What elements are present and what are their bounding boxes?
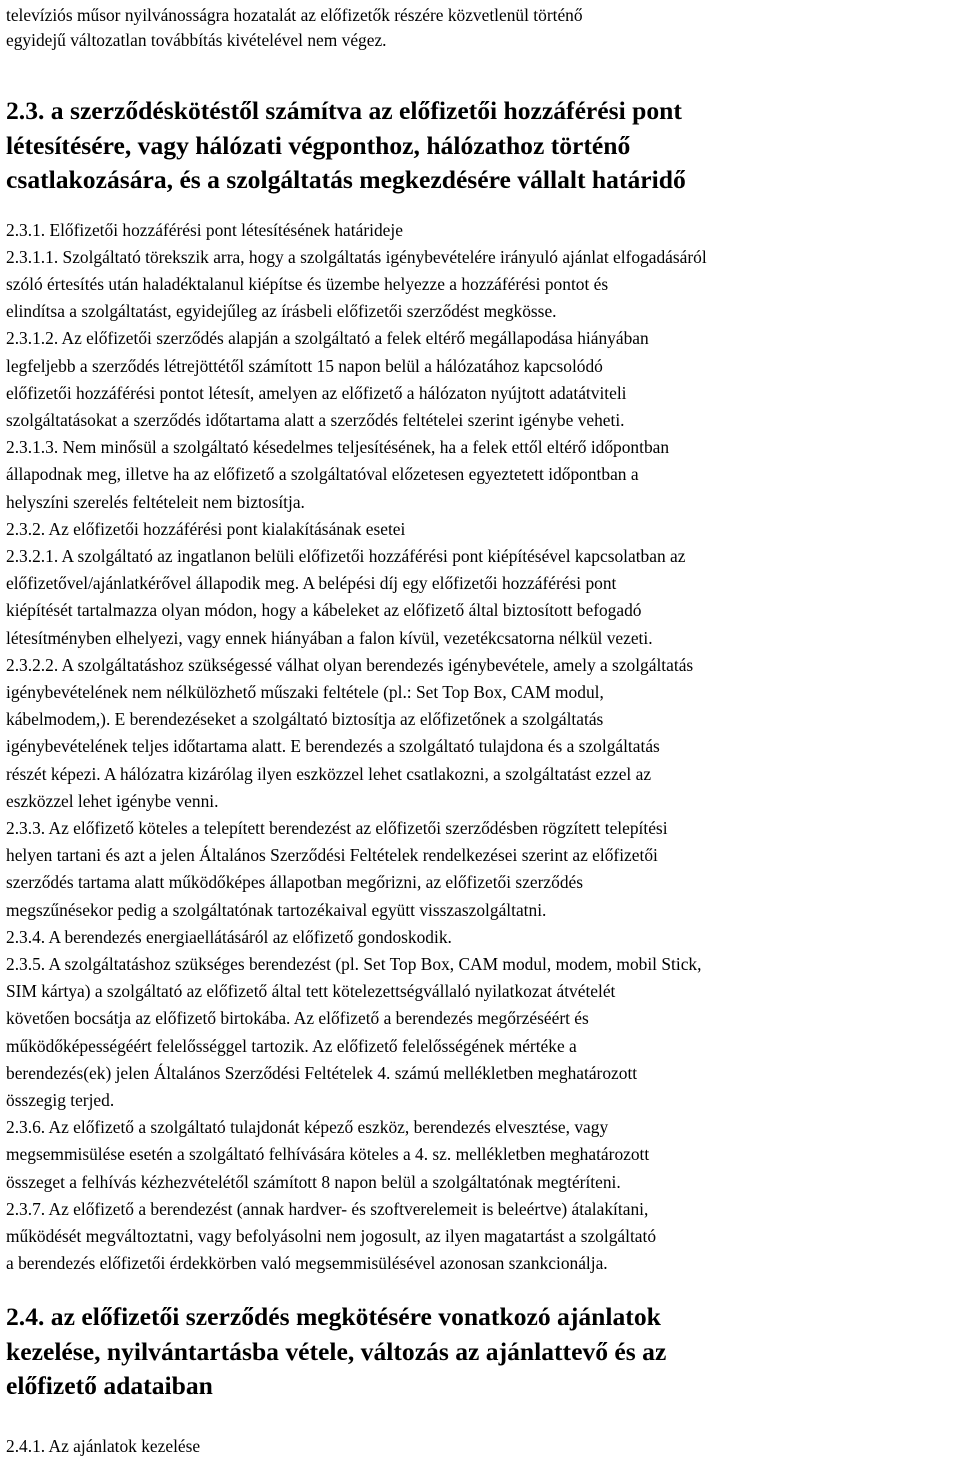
body-line: 2.3.7. Az előfizető a berendezést (annak hardver- és szoftverelemeit is beleértve) átalakítani, bbox=[6, 1198, 649, 1219]
body-line: részét képezi. A hálózatra kizárólag ilyen eszközzel lehet csatlakozni, a szolgáltatást ezzel az bbox=[6, 763, 652, 784]
body-line: igénybevételének nem nélkülözhető műszaki feltétele (pl.: Set Top Box, CAM modul, bbox=[6, 681, 604, 702]
body-line: igénybevételének teljes időtartama alatt. E berendezés a szolgáltató tulajdona és a szolgáltatás bbox=[6, 736, 660, 757]
body-line: 2.3.5. A szolgáltatáshoz szükséges berendezést (pl. Set Top Box, CAM modul, modem, mobil Stick, bbox=[6, 953, 702, 974]
body-line: szolgáltatásokat a szerződés időtartama alatt a szerződés feltételei szerint igénybe veheti. bbox=[6, 409, 625, 430]
body-line: 2.3.1.2. Az előfizetői szerződés alapján a szolgáltató a felek eltérő megállapodása hiányában bbox=[6, 328, 649, 349]
body-line: követően bocsátja az előfizető birtokába. Az előfizető a berendezés megőrzéséért és bbox=[6, 1008, 589, 1029]
body-line: állapodnak meg, illetve ha az előfizető a szolgáltatóval előzetesen egyeztetett időpontban a bbox=[6, 464, 639, 485]
body-line: eszközzel lehet igénybe venni. bbox=[6, 790, 219, 811]
body-line: 2.3.1.1. Szolgáltató törekszik arra, hogy a szolgáltatás igénybevételére irányuló ajánlat elfogadásáról bbox=[6, 246, 707, 267]
body-line: előfizetővel/ajánlatkérővel állapodik meg. A belépési díj egy előfizetői hozzáférési pont bbox=[6, 573, 617, 594]
body-line: 2.3.1.3. Nem minősül a szolgáltató késedelmes teljesítésének, ha a felek ettől eltérő időpontban bbox=[6, 437, 670, 458]
body-line: 2.3.3. Az előfizető köteles a telepített berendezést az előfizetői szerződésben rögzített telepítési bbox=[6, 817, 668, 838]
body-line: 2.3.1. Előfizetői hozzáférési pont létesítésének határideje bbox=[6, 219, 403, 240]
body-line: legfeljebb a szerződés létrejöttétől számított 15 napon belül a hálózatához kapcsolódó bbox=[6, 355, 603, 376]
body-line: megszűnésekor pedig a szolgáltatónak tartozékaival együtt visszaszolgáltatni. bbox=[6, 899, 547, 920]
body-line: összeget a felhívás kézhezvételétől számított 8 napon belül a szolgáltatónak megtéríteni. bbox=[6, 1171, 621, 1192]
section-2-3-body bbox=[6, 217, 952, 1278]
body-line: szerződés tartama alatt működőképes állapotban megőrizni, az előfizetői szerződés bbox=[6, 872, 584, 893]
body-line: 2.3.6. Az előfizető a szolgáltató tulajdonát képező eszköz, berendezés elvesztése, vagy bbox=[6, 1117, 609, 1138]
body-line: szóló értesítés után haladéktalanul kiépítse és üzembe helyezze a hozzáférési pontot és bbox=[6, 273, 609, 294]
intro-paragraph: televíziós műsor nyilvánosságra hozatalát az előfizetők részére közvetlenül történő egyidejű változatlan továbbítás kivételével nem végez. bbox=[6, 5, 583, 50]
section-2-4-heading: 2.4. az előfizetői szerződés megkötésére vonatkozó ajánlatok kezelése, nyilvántartásba vétele, változás az ajánlattevő és az előfizető adataiban bbox=[6, 1302, 667, 1401]
body-line: SIM kártya) a szolgáltató az előfizető által tett kötelezettségvállaló nyilatkozat átvételét bbox=[6, 981, 616, 1002]
body-line: működését megváltoztatni, vagy befolyásolni nem jogosult, az ilyen magatartást a szolgáltató bbox=[6, 1226, 657, 1247]
body-line: működőképességéért felelősséggel tartozik. Az előfizető felelősségének mértéke a bbox=[6, 1035, 577, 1056]
body-line: megsemmisülése esetén a szolgáltató felhívására köteles a 4. sz. mellékletben meghatározott bbox=[6, 1144, 650, 1165]
body-line: helyszíni szerelés feltételeit nem biztosítja. bbox=[6, 491, 305, 512]
body-line: elindítsa a szolgáltatást, egyidejűleg az írásbeli előfizetői szerződést megkösse. bbox=[6, 301, 557, 322]
body-line: előfizetői hozzáférési pontot létesít, amelyen az előfizető a hálózaton nyújtott adatátviteli bbox=[6, 382, 627, 403]
body-line: 2.3.4. A berendezés energiaellátásáról az előfizető gondoskodik. bbox=[6, 926, 452, 947]
section-2-3-heading: 2.3. a szerződéskötéstől számítva az előfizetői hozzáférési pont létesítésére, vagy hálózati végponthoz, hálózathoz történő csatlakozására, és a szolgáltatás megkezdésére vállalt határidő bbox=[6, 96, 686, 194]
body-line: 2.3.2.2. A szolgáltatáshoz szükségessé válhat olyan berendezés igénybevétele, amely a szolgáltatás bbox=[6, 654, 694, 675]
body-line: kábelmodem,). E berendezéseket a szolgáltató biztosítja az előfizetőnek a szolgáltatás bbox=[6, 709, 604, 730]
body-line: kiépítését tartalmazza olyan módon, hogy a kábeleket az előfizető által biztosított befogadó bbox=[6, 600, 642, 621]
body-line: összegig terjed. bbox=[6, 1090, 115, 1110]
body-line: 2.3.2. Az előfizetői hozzáférési pont kialakításának esetei bbox=[6, 518, 406, 539]
body-line: berendezés(ek) jelen Általános Szerződési Feltételek 4. számú mellékletben meghatározott bbox=[6, 1062, 638, 1083]
body-line: 2.3.2.1. A szolgáltató az ingatlanon belüli előfizetői hozzáférési pont kiépítésével kapcsolatban az bbox=[6, 545, 686, 566]
section-2-4-1-heading: 2.4.1. Az ajánlatok kezelése bbox=[6, 1435, 201, 1456]
body-line: létesítményben elhelyezi, vagy ennek hiányában a falon kívül, vezetékcsatorna nélkül vezeti. bbox=[6, 627, 653, 648]
body-line: helyen tartani és azt a jelen Általános Szerződési Feltételek rendelkezései szerint az előfizetői bbox=[6, 845, 658, 866]
body-line: a berendezés előfizetői érdekkörben való megsemmisülésével azonosan szankcionálja. bbox=[6, 1253, 608, 1274]
